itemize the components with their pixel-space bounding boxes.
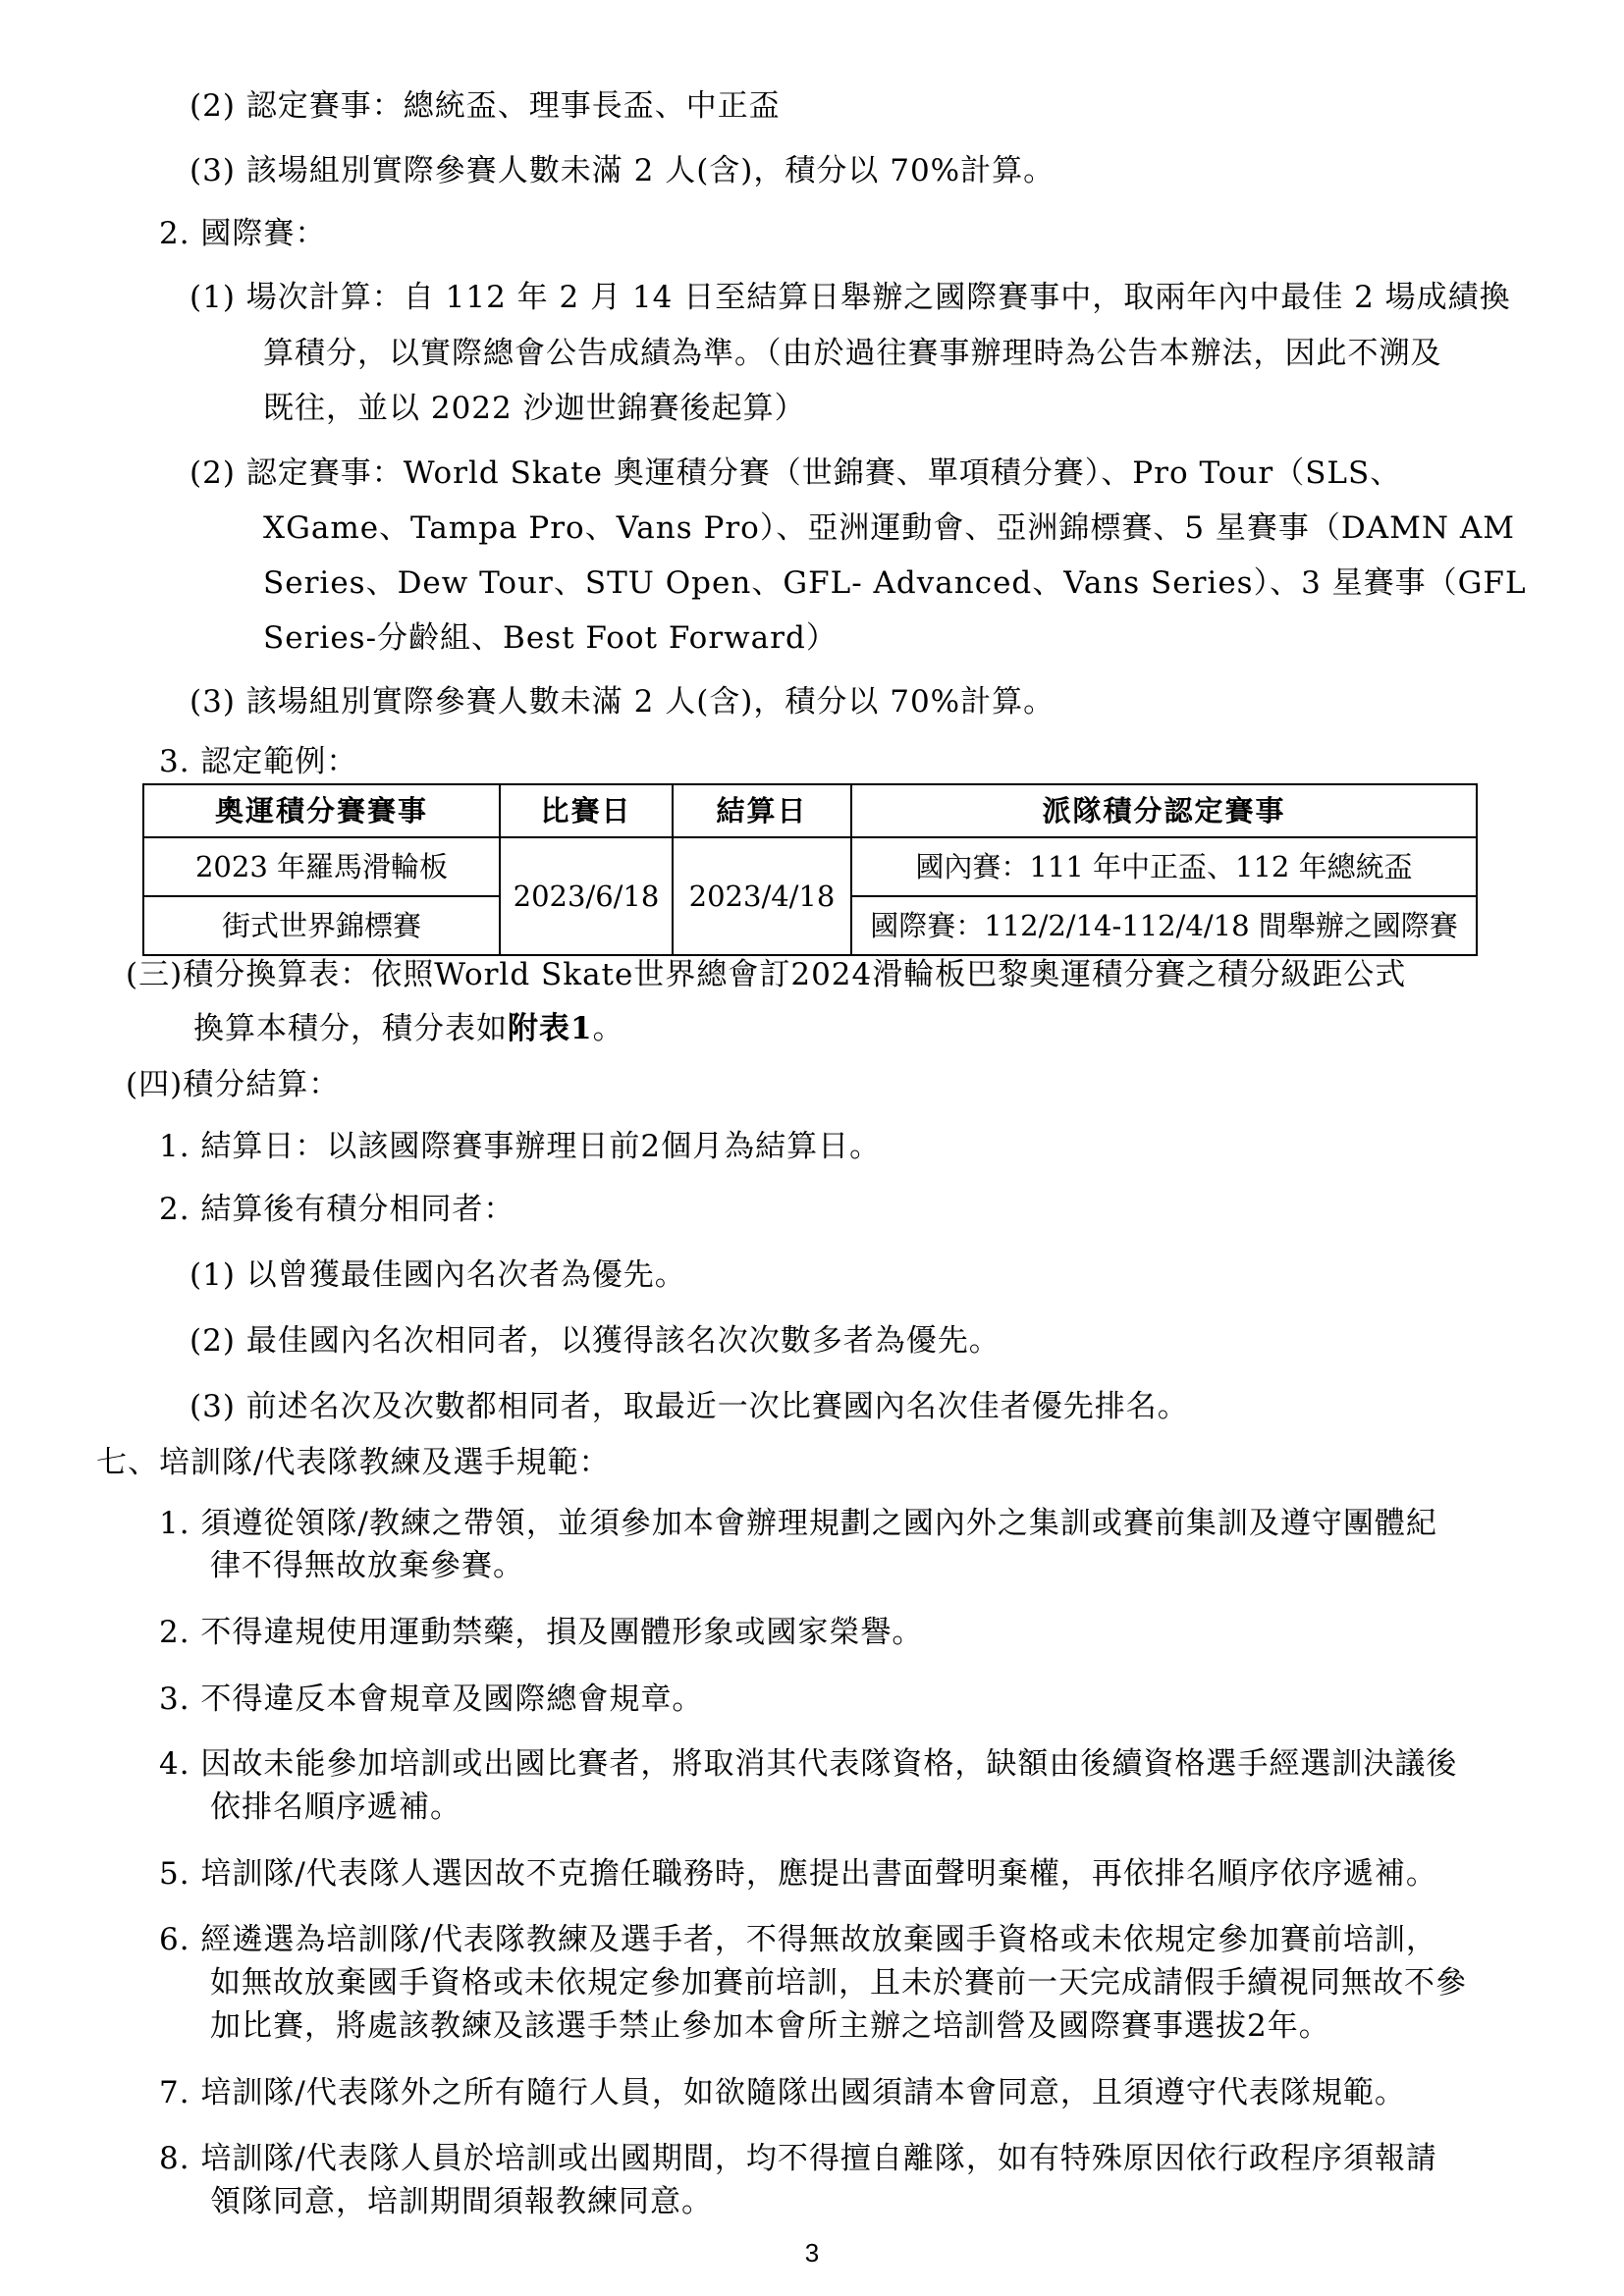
text-line: 律不得無故放棄參賽。 (210, 1548, 524, 1583)
event-cell: 街式世界錦標賽 (143, 896, 500, 955)
text-line (193, 1009, 624, 1048)
event-cell: 2023 年羅馬滑輪板 (143, 837, 500, 896)
section-heading: 2. 國際賽： (159, 216, 327, 251)
text-line: 5. 培訓隊/代表隊人選因故不克擔任職務時，應提出書面聲明棄權，再依排名順序依序遞補。 (159, 1856, 1437, 1892)
text-line: 領隊同意，培訓期間須報教練同意。 (210, 2184, 713, 2219)
text-line: 加比賽，將處該教練及該選手禁止參加本會所主辦之培訓營及國際賽事選拔2年。 (210, 2008, 1330, 2044)
text-line: 3. 不得違反本會規章及國際總會規章。 (159, 1682, 704, 1717)
table-header-cell: 比賽日 (500, 784, 673, 837)
text-line: (3) 該場組別實際參賽人數未滿 2 人(含)，積分以 70%計算。 (189, 684, 1056, 720)
text-line: 算積分，以實際總會公告成績為準。（由於過往賽事辦理時為公告本辦法，因此不溯及 (263, 336, 1442, 371)
recognized-cell: 國內賽：111 年中正盃、112 年總統盃 (851, 837, 1477, 896)
text-line: Series-分齡組、Best Foot Forward） (263, 620, 838, 656)
text-line: Series、Dew Tour、STU Open、GFL- Advanced、Vans Series）、3 星賽事（GFL (263, 565, 1527, 601)
text-line: (3) 該場組別實際參賽人數未滿 2 人(含)，積分以 70%計算。 (189, 153, 1056, 188)
text-line: 7. 培訓隊/代表隊外之所有隨行人員，如欲隨隊出國須請本會同意，且須遵守代表隊規範。 (159, 2075, 1406, 2110)
table-header-row (143, 784, 1477, 837)
text-segment: 。 (592, 1011, 624, 1046)
text-line: 1. 須遵從領隊/教練之帶領，並須參加本會辦理規劃之國內外之集訓或賽前集訓及遵守團體紀 (159, 1506, 1437, 1541)
text-line: 8. 培訓隊/代表隊人員於培訓或出國期間，均不得擅自離隊，如有特殊原因依行政程序須報請 (159, 2141, 1437, 2176)
settle-date-cell: 2023/4/18 (673, 837, 851, 955)
text-segment: 換算本積分，積分表如 (193, 1011, 508, 1046)
text-line: (1) 場次計算：自 112 年 2 月 14 日至結算日舉辦之國際賽事中，取兩年內中最佳 2 場成績換 (189, 280, 1511, 315)
section-heading: (三)積分換算表：依照World Skate世界總會訂2024滑輪板巴黎奧運積分賽之積分級距公式 (126, 957, 1407, 992)
chapter-heading: 七、培訓隊/代表隊教練及選手規範： (96, 1445, 611, 1480)
section-heading: (四)積分結算： (126, 1067, 341, 1102)
text-line: 1. 結算日：以該國際賽事辦理日前2個月為結算日。 (159, 1129, 882, 1164)
text-line: 2. 結算後有積分相同者： (159, 1192, 515, 1227)
text-line: 4. 因故未能參加培訓或出國比賽者，將取消其代表隊資格，缺額由後續資格選手經選訓決議後 (159, 1746, 1458, 1782)
text-line: 依排名順序遞補。 (210, 1789, 461, 1825)
text-line: (2) 最佳國內名次相同者，以獲得該名次次數多者為優先。 (189, 1323, 1001, 1359)
example-table (142, 783, 1478, 956)
text-line: (2) 認定賽事：World Skate 奧運積分賽（世錦賽、單項積分賽）、Pro Tour（SLS、 (189, 455, 1402, 491)
match-date-cell: 2023/6/18 (500, 837, 673, 955)
text-line: 6. 經遴選為培訓隊/代表隊教練及選手者，不得無故放棄國手資格或未依規定參加賽前培訓， (159, 1922, 1437, 1957)
text-line: 如無故放棄國手資格或未依規定參加賽前培訓，且未於賽前一天完成請假手續視同無故不參 (210, 1965, 1467, 2001)
table-header-cell: 派隊積分認定賽事 (851, 784, 1477, 837)
section-heading: 3. 認定範例： (159, 744, 358, 779)
text-line: (2) 認定賽事：總統盃、理事長盃、中正盃 (189, 88, 781, 124)
text-line: (1) 以曾獲最佳國內名次者為優先。 (189, 1257, 686, 1293)
table-row (143, 837, 1477, 896)
appendix-reference: 附表1 (508, 1011, 593, 1046)
text-line: 既往，並以 2022 沙迦世錦賽後起算） (263, 391, 806, 426)
table-header-cell: 奧運積分賽賽事 (143, 784, 500, 837)
text-line: XGame、Tampa Pro、Vans Pro）、亞洲運動會、亞洲錦標賽、5 星賽事（DAMN AM (263, 510, 1515, 546)
text-line: (3) 前述名次及次數都相同者，取最近一次比賽國內名次佳者優先排名。 (189, 1389, 1189, 1424)
page-number: 3 (804, 2238, 820, 2268)
text-line: 2. 不得違規使用運動禁藥，損及團體形象或國家榮譽。 (159, 1615, 924, 1650)
recognized-cell: 國際賽：112/2/14-112/4/18 間舉辦之國際賽 (851, 896, 1477, 955)
table-header-cell: 結算日 (673, 784, 851, 837)
